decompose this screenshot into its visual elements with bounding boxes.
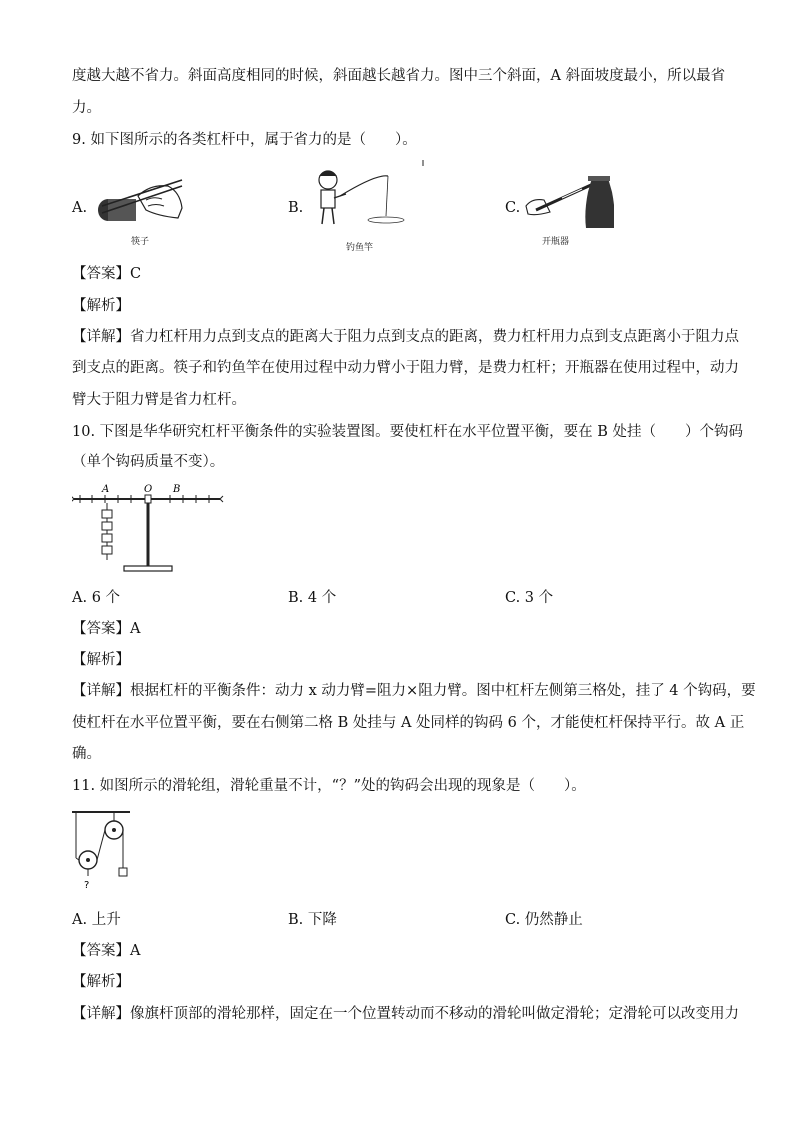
water-ripple xyxy=(368,217,404,223)
q9-caption-a: 筷子 xyxy=(131,237,150,247)
question-10: 10. 下图是华华研究杠杆平衡条件的实验装置图。要使杠杆在水平位置平衡，要在 B 处挂（ ）个钩码 xyxy=(72,424,744,440)
right-weight xyxy=(119,868,127,876)
movable-pulley-axle xyxy=(86,858,90,862)
q9-option-b-label: B. xyxy=(288,200,304,216)
hand-outline xyxy=(138,186,182,218)
fixed-pulley-axle xyxy=(112,828,116,832)
bottle-opener-figure xyxy=(522,172,614,234)
q10-option-c: C. 3 个 xyxy=(505,590,554,606)
detail-11: 【详解】像旗杆顶部的滑轮那样，固定在一个位置转动而不移动的滑轮叫做定滑轮；定滑轮可以改变用力 xyxy=(72,1006,739,1022)
pulley-system-figure xyxy=(70,806,134,890)
q11-option-c: C. 仍然静止 xyxy=(505,912,583,928)
analysis-10: 【解析】 xyxy=(72,652,130,668)
label-a: A xyxy=(102,484,110,495)
question-mark: ? xyxy=(84,880,90,890)
lever-apparatus-figure xyxy=(72,482,224,576)
boy-hair xyxy=(319,171,337,176)
stand-base xyxy=(124,566,172,571)
hand-fingers xyxy=(146,198,164,206)
q10-option-b: B. 4 个 xyxy=(288,590,337,606)
q11-option-a: A. 上升 xyxy=(72,912,121,928)
fishing-line xyxy=(386,176,388,216)
chopsticks-figure xyxy=(88,166,188,232)
text-line: 度越大越不省力。斜面高度相同的时候，斜面越长越省力。图中三个斜面，A 斜面坡度最小，所以最省 xyxy=(72,68,726,84)
detail-9: 到支点的距离。筷子和钓鱼竿在使用过程中动力臂小于阻力臂，是费力杠杆；开瓶器在使用过程中，动力 xyxy=(72,360,739,376)
pivot-block xyxy=(145,495,151,503)
detail-10: 使杠杆在水平位置平衡，要在右侧第二格 B 处挂与 A 处同样的钩码 6 个，才能使杠杆保持平行。故 A 正 xyxy=(72,715,745,731)
detail-9: 【详解】省力杠杆用力点到支点的距离大于阻力点到支点的距离，费力杠杆用力点到支点距离小于阻力点 xyxy=(72,329,739,345)
text-line: 力。 xyxy=(72,100,101,116)
analysis-9: 【解析】 xyxy=(72,298,130,314)
analysis-11: 【解析】 xyxy=(72,974,130,990)
boy-leg-left xyxy=(322,208,324,224)
q10-option-a: A. 6 个 xyxy=(72,590,121,606)
bottle-cap xyxy=(588,176,610,181)
rod xyxy=(340,176,388,196)
question-11: 11. 如图所示的滑轮组，滑轮重量不计，“？”处的钩码会出现的现象是（ ）。 xyxy=(72,778,586,794)
boy-body xyxy=(321,190,335,208)
detail-9: 臂大于阻力臂是省力杠杆。 xyxy=(72,392,246,408)
answer-11: 【答案】A xyxy=(72,943,141,959)
boy-leg-right xyxy=(332,208,334,224)
fishing-rod-figure xyxy=(306,158,430,240)
q9-caption-c: 开瓶器 xyxy=(542,237,570,247)
q9-option-a-label: A. xyxy=(72,200,88,216)
q11-option-b: B. 下降 xyxy=(288,912,337,928)
answer-9: 【答案】C xyxy=(72,266,142,282)
label-o: O xyxy=(144,484,153,495)
opener-highlight xyxy=(562,189,582,198)
label-b: B xyxy=(173,484,181,495)
detail-10: 【详解】根据杠杆的平衡条件：动力 x 动力臂=阻力×阻力臂。图中杠杆左侧第三格处，挂了 4 个钩码，要 xyxy=(72,683,756,699)
hand-outline xyxy=(526,200,550,215)
question-10: （单个钩码质量不变）。 xyxy=(72,454,225,470)
q9-caption-b: 钓鱼竿 xyxy=(346,243,374,253)
answer-10: 【答案】A xyxy=(72,621,141,637)
q9-option-c-label: C. xyxy=(505,200,521,216)
question-9: 9. 如下图所示的各类杠杆中，属于省力的是（ ）。 xyxy=(72,132,417,148)
detail-10: 确。 xyxy=(72,746,101,762)
rope-middle xyxy=(97,830,105,860)
